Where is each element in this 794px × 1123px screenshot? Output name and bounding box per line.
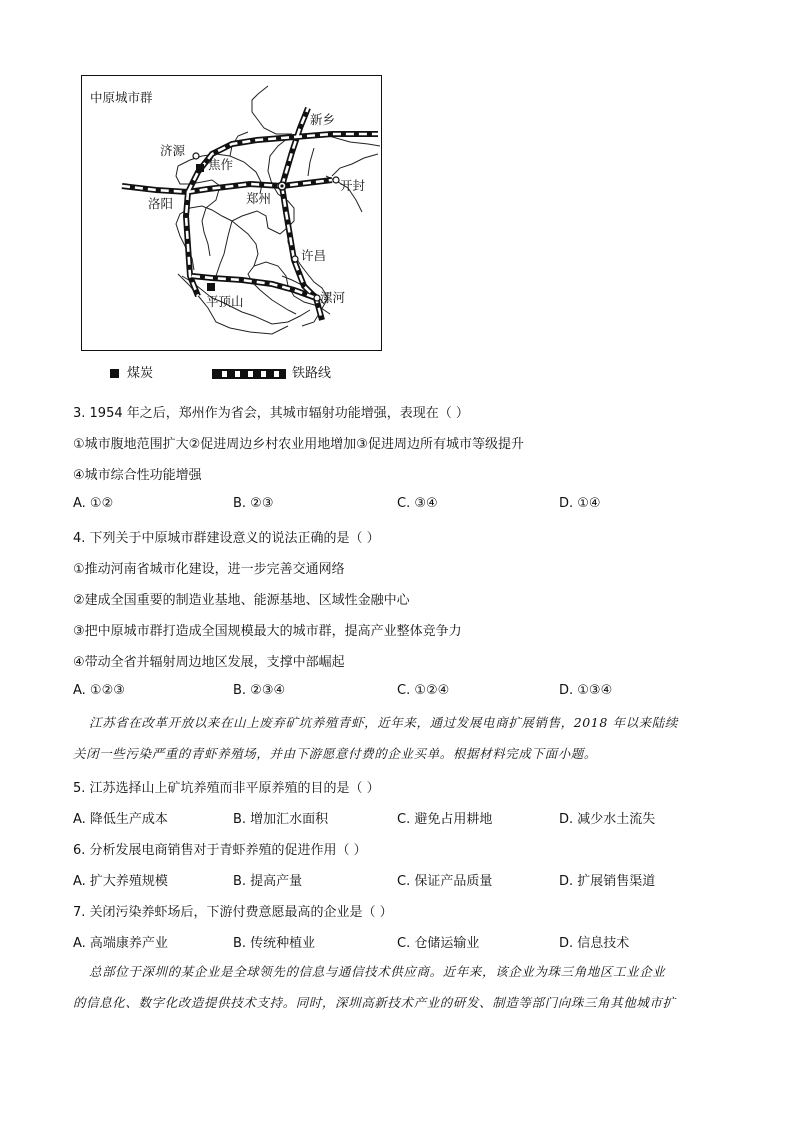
option-a[interactable]: A. ①② bbox=[73, 496, 114, 511]
question-6-stem: 6. 分析发展电商销售对于青虾养殖的促进作用（ ） bbox=[73, 843, 367, 858]
jiaozuo-coal-marker bbox=[196, 164, 204, 172]
option-b[interactable]: B. 提高产量 bbox=[233, 874, 303, 889]
question-5-options bbox=[73, 808, 733, 826]
option-c[interactable]: C. 避免占用耕地 bbox=[397, 812, 493, 827]
xuchang-marker bbox=[292, 256, 298, 262]
question-3-options bbox=[73, 496, 733, 514]
question-4-options bbox=[73, 683, 733, 701]
label-zhengzhou: 郑州 bbox=[246, 191, 272, 206]
question-4-stem: 4. 下列关于中原城市群建设意义的说法正确的是（ ） bbox=[73, 531, 380, 546]
label-pingdingshan: 平顶山 bbox=[206, 294, 244, 309]
option-d[interactable]: D. 信息技术 bbox=[559, 936, 630, 951]
option-a[interactable]: A. 高端康养产业 bbox=[73, 936, 168, 951]
kaifeng-marker bbox=[333, 177, 339, 183]
option-c[interactable]: C. 仓储运输业 bbox=[397, 936, 480, 951]
passage-line: 关闭一些污染严重的青虾养殖场，并由下游愿意付费的企业买单。根据材料完成下面小题。 bbox=[73, 746, 598, 761]
option-b[interactable]: B. ②③④ bbox=[233, 683, 286, 698]
option-c[interactable]: C. ③④ bbox=[397, 496, 438, 511]
option-b[interactable]: B. 传统种植业 bbox=[233, 936, 316, 951]
option-d[interactable]: D. 减少水土流失 bbox=[559, 812, 656, 827]
option-d[interactable]: D. ①③④ bbox=[559, 683, 613, 698]
question-7-options bbox=[73, 932, 733, 950]
question-6-options bbox=[73, 870, 733, 888]
question-4-item: ③把中原城市群打造成全国规模最大的城市群，提高产业整体竞争力 bbox=[73, 624, 462, 639]
option-b[interactable]: B. 增加汇水面积 bbox=[233, 812, 329, 827]
jiyuan-marker bbox=[193, 153, 199, 159]
passage-line: 的信息化、数字化改造提供技术支持。同时，深圳高新技术产业的研发、制造等部门向珠三角其他城市扩 bbox=[73, 995, 676, 1010]
label-xuchang: 许昌 bbox=[301, 248, 327, 263]
label-jiaozuo: 焦作 bbox=[208, 157, 234, 172]
label-xinxiang: 新乡 bbox=[310, 112, 336, 127]
pingdingshan-coal-marker bbox=[207, 283, 215, 291]
label-jiyuan: 济源 bbox=[160, 143, 186, 158]
railway-lines bbox=[122, 108, 378, 320]
coal-square-icon bbox=[110, 369, 119, 378]
passage-line: 总部位于深圳的某企业是全球领先的信息与通信技术供应商。近年来，该企业为珠三角地区工业企业 bbox=[89, 964, 666, 979]
passage-jiangsu-shrimp bbox=[73, 707, 723, 769]
legend-railway: 铁路线 bbox=[212, 362, 331, 381]
legend-coal: 煤炭 bbox=[110, 362, 153, 381]
option-a[interactable]: A. 降低生产成本 bbox=[73, 812, 168, 827]
city-cluster-map bbox=[81, 75, 382, 351]
question-7-stem: 7. 关闭污染养虾场后，下游付费意愿最高的企业是（ ） bbox=[73, 905, 393, 920]
passage-line: 江苏省在改革开放以来在山上废弃矿坑养殖青虾，近年来，通过发展电商扩展销售，2018 年以来陆续 bbox=[89, 715, 678, 730]
option-a[interactable]: A. 扩大养殖规模 bbox=[73, 874, 168, 889]
label-luoyang: 洛阳 bbox=[148, 196, 174, 211]
question-3-stem: 3. 1954 年之后，郑州作为省会，其城市辐射功能增强，表现在（ ） bbox=[73, 406, 469, 421]
question-3-item: ④城市综合性功能增强 bbox=[73, 468, 202, 483]
railway-line-icon bbox=[212, 369, 286, 379]
question-4-item: ②建成全国重要的制造业基地、能源基地、区域性金融中心 bbox=[73, 593, 410, 608]
label-luohe: 漯河 bbox=[320, 290, 346, 305]
passage-shenzhen-enterprise bbox=[73, 956, 723, 1018]
question-4-item: ①推动河南省城市化建设，进一步完善交通网络 bbox=[73, 562, 345, 577]
question-5-stem: 5. 江苏选择山上矿坑养殖而非平原养殖的目的是（ ） bbox=[73, 781, 380, 796]
label-kaifeng: 开封 bbox=[340, 178, 366, 193]
question-3-item: ①城市腹地范围扩大②促进周边乡村农业用地增加③促进周边所有城市等级提升 bbox=[73, 437, 524, 452]
option-c[interactable]: C. 保证产品质量 bbox=[397, 874, 493, 889]
option-b[interactable]: B. ②③ bbox=[233, 496, 274, 511]
option-d[interactable]: D. ①④ bbox=[559, 496, 601, 511]
option-d[interactable]: D. 扩展销售渠道 bbox=[559, 874, 656, 889]
question-4-item: ④带动全省并辐射周边地区发展，支撑中部崛起 bbox=[73, 655, 345, 670]
option-a[interactable]: A. ①②③ bbox=[73, 683, 125, 698]
map-drawing bbox=[82, 76, 380, 349]
option-c[interactable]: C. ①②④ bbox=[397, 683, 450, 698]
map-title: 中原城市群 bbox=[90, 90, 153, 105]
